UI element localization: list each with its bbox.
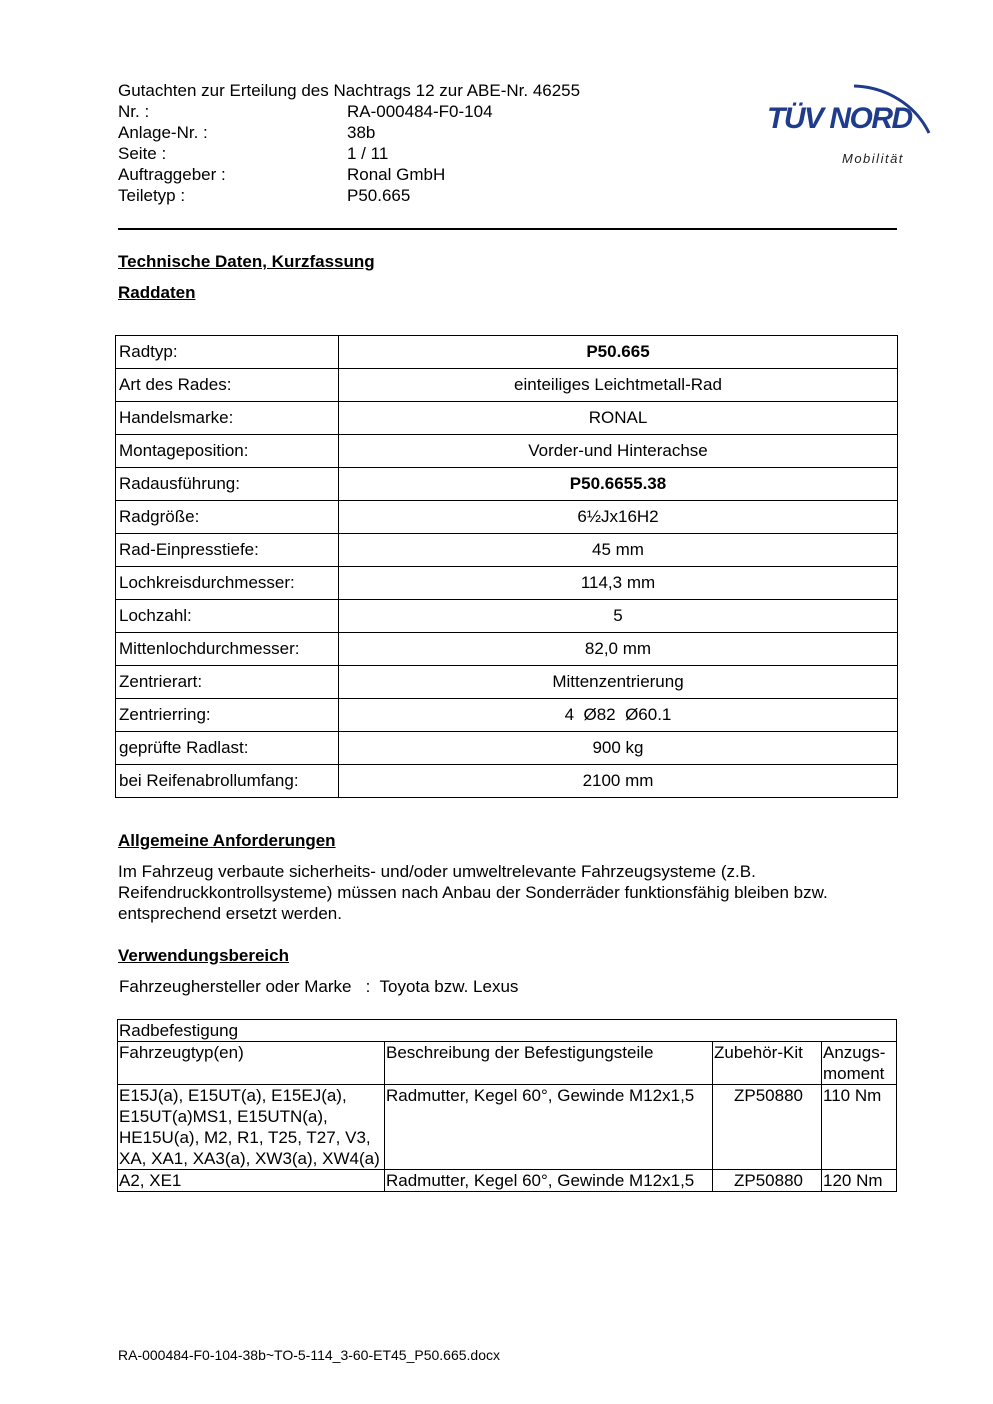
table-row: [116, 666, 898, 699]
spec-value: RONAL: [339, 402, 898, 435]
header-label: Seite :: [118, 144, 167, 163]
document-footer: RA-000484-F0-104-38b~TO-5-114_3-60-ET45_P50.665.docx: [118, 1347, 500, 1363]
table-row: [116, 600, 898, 633]
wheel-fixing-table: [117, 1019, 897, 1192]
spec-label: Radausführung:: [116, 468, 339, 501]
table-row: [116, 435, 898, 468]
manufacturer-label: Fahrzeughersteller oder Marke: [119, 977, 352, 996]
table-row: [116, 534, 898, 567]
table-row: [116, 765, 898, 798]
section-heading-wheel: Raddaten: [118, 283, 196, 302]
spec-label: Zentrierring:: [116, 699, 339, 732]
spec-value: 45 mm: [339, 534, 898, 567]
table-row: [116, 501, 898, 534]
table-header-row: [118, 1042, 897, 1085]
logo-subtitle: Mobilität: [842, 151, 904, 166]
spec-value: 82,0 mm: [339, 633, 898, 666]
spec-label: Zentrierart:: [116, 666, 339, 699]
spec-label: Lochkreisdurchmesser:: [116, 567, 339, 600]
manufacturer-line: [119, 977, 518, 997]
vehicle-types: A2, XE1: [118, 1170, 385, 1192]
table-row: [116, 336, 898, 369]
manufacturer-separator: :: [365, 977, 371, 996]
vehicle-types: E15J(a), E15UT(a), E15EJ(a), E15UT(a)MS1, E15UTN(a), HE15U(a), M2, R1, T25, T27, V3, XA, XA1, XA3(a), XW3(a), XW4(a): [118, 1085, 385, 1170]
spec-label: bei Reifenabrollumfang:: [116, 765, 339, 798]
table-caption-row: [118, 1020, 897, 1042]
torque: 120 Nm: [822, 1170, 897, 1192]
fixing-description: Radmutter, Kegel 60°, Gewinde M12x1,5: [385, 1170, 713, 1192]
spec-value: einteiliges Leichtmetall-Rad: [339, 369, 898, 402]
header-row-number: [118, 101, 580, 122]
accessory-kit: ZP50880: [713, 1085, 822, 1170]
spec-value: 114,3 mm: [339, 567, 898, 600]
section-heading-technical: Technische Daten, Kurzfassung: [118, 252, 375, 271]
spec-label: Art des Rades:: [116, 369, 339, 402]
spec-value: 5: [339, 600, 898, 633]
logo-wordmark: TÜV NORD: [767, 102, 912, 135]
spec-label: Radtyp:: [116, 336, 339, 369]
spec-label: Rad-Einpresstiefe:: [116, 534, 339, 567]
table-caption: Radbefestigung: [118, 1020, 897, 1042]
header-label: Teiletyp :: [118, 186, 186, 205]
table-row: [118, 1085, 897, 1170]
manufacturer-value: Toyota bzw. Lexus: [379, 977, 519, 996]
table-row: [116, 369, 898, 402]
header-row-parttype: [118, 185, 580, 206]
table-row: [116, 567, 898, 600]
document-header: [118, 80, 580, 206]
header-row-annex: [118, 122, 580, 143]
table-row: [116, 699, 898, 732]
spec-label: Radgröße:: [116, 501, 339, 534]
header-row-client: [118, 164, 580, 185]
column-header: Zubehör-Kit: [713, 1042, 822, 1085]
header-label: Nr. :: [118, 102, 150, 121]
accessory-kit: ZP50880: [713, 1170, 822, 1192]
section-heading-usage: Verwendungsbereich: [118, 946, 289, 965]
header-value: 1 / 11: [347, 144, 389, 163]
table-row: [118, 1170, 897, 1192]
spec-value: 6½Jx16H2: [339, 501, 898, 534]
spec-label: geprüfte Radlast:: [116, 732, 339, 765]
spec-value: 2100 mm: [339, 765, 898, 798]
general-requirements-text: Im Fahrzeug verbaute sicherheits- und/oder umweltrelevante Fahrzeugsysteme (z.B. Reifendruckkontrollsysteme) müssen nach Anbau der Sonderräder funktionsfähig bleiben bzw. entsprechend ersetzt werden.: [118, 862, 828, 923]
header-label: Auftraggeber :: [118, 165, 226, 184]
spec-label: Lochzahl:: [116, 600, 339, 633]
table-row: [116, 732, 898, 765]
wheel-spec-table: [115, 335, 898, 798]
header-value: P50.665: [347, 186, 411, 205]
table-row: [116, 633, 898, 666]
spec-value: 900 kg: [339, 732, 898, 765]
spec-label: Handelsmarke:: [116, 402, 339, 435]
spec-label: Montageposition:: [116, 435, 339, 468]
spec-label: Mittenlochdurchmesser:: [116, 633, 339, 666]
spec-value: 4 Ø82 Ø60.1: [339, 699, 898, 732]
spec-value: Mittenzentrierung: [339, 666, 898, 699]
table-row: [116, 402, 898, 435]
table-row: [116, 468, 898, 501]
spec-value: P50.6655.38: [339, 468, 898, 501]
header-value: Ronal GmbH: [347, 165, 446, 184]
column-header: Fahrzeugtyp(en): [118, 1042, 385, 1085]
torque: 110 Nm: [822, 1085, 897, 1170]
section-heading-general: Allgemeine Anforderungen: [118, 831, 336, 850]
spec-value: Vorder-und Hinterachse: [339, 435, 898, 468]
tuv-nord-logo: [764, 58, 944, 173]
header-label: Anlage-Nr. :: [118, 123, 208, 142]
header-value: RA-000484-F0-104: [347, 102, 493, 121]
column-header: Anzugs-moment: [822, 1042, 897, 1085]
header-row-page: [118, 143, 580, 164]
spec-value: P50.665: [339, 336, 898, 369]
column-header: Beschreibung der Befestigungsteile: [385, 1042, 713, 1085]
fixing-description: Radmutter, Kegel 60°, Gewinde M12x1,5: [385, 1085, 713, 1170]
header-value: 38b: [347, 123, 376, 142]
document-title: Gutachten zur Erteilung des Nachtrags 12 zur ABE-Nr. 46255: [118, 81, 581, 100]
header-divider: [118, 228, 897, 230]
